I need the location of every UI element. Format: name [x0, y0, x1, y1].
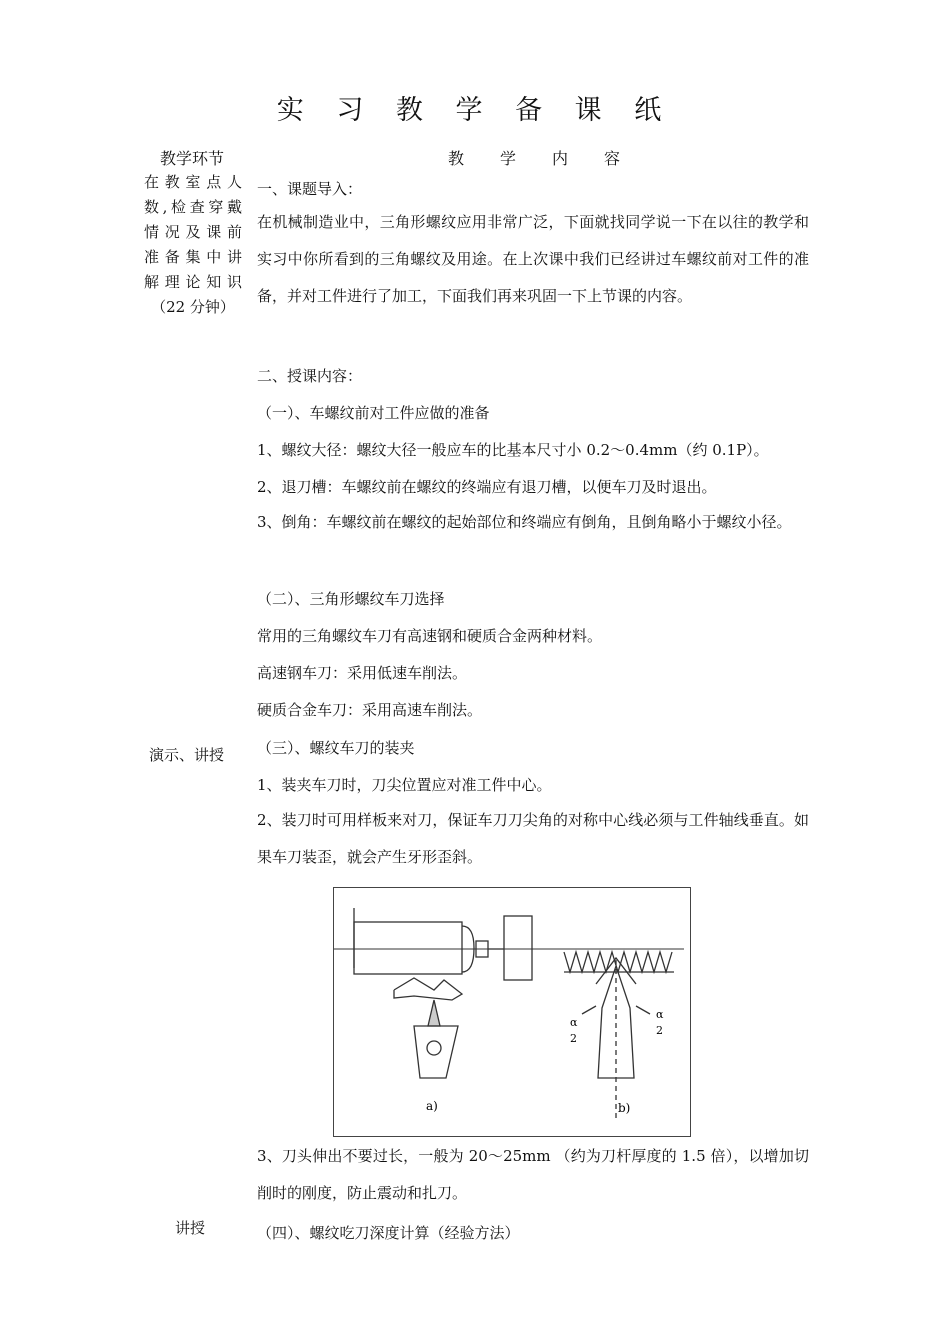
side-note-line: 数,检查穿戴	[144, 198, 242, 216]
section-1-paragraph: 在机械制造业中，三角形螺纹应用非常广泛，下面就找同学说一下在以往的教学和实习中你所看到的三角螺纹及用途。在上次课中我们已经讲过车螺纹前对工件的准备，并对工件进行了加工，下面我们再来巩固一下上节课的内容。	[257, 213, 809, 305]
tool-tip-a	[428, 1000, 440, 1026]
material-line: 常用的三角螺纹车刀有高速钢和硬质合金两种材料。	[257, 627, 603, 645]
tool-holder-a	[414, 1026, 458, 1078]
header-teaching-content: 教 学 内 容	[448, 149, 631, 168]
subsection-2-heading: （二）、三角形螺纹车刀选择	[257, 590, 445, 608]
alpha-left: α	[570, 1016, 578, 1029]
thread-profile	[564, 952, 672, 972]
side-note-block	[144, 170, 242, 320]
item-2: 2、退刀槽：车螺纹前在螺纹的终端应有退刀槽，以便车刀及时退出。	[257, 478, 717, 496]
section-1-heading: 一、课题导入：	[257, 180, 363, 198]
item-1: 1、螺纹大径：螺纹大径一般应车的比基本尺寸小 0.2～0.4mm（约 0.1P）。	[257, 441, 769, 459]
section-2-heading: 二、授课内容：	[257, 367, 363, 385]
figure-label-a: a)	[426, 1099, 438, 1113]
clamp-item-3: 3、刀头伸出不要过长，一般为 20～25mm （约为刀杆厚度的 1.5 倍），以增加切削时的刚度，防止震动和扎刀。	[257, 1147, 809, 1202]
subsection-1-heading: （一）、车螺纹前对工件应做的准备	[257, 404, 490, 422]
subsection-4-heading: （四）、螺纹吃刀深度计算（经验方法）	[257, 1224, 520, 1242]
carbide-tool-line: 硬质合金车刀：采用高速车削法。	[257, 701, 483, 719]
tool-setting-diagram	[334, 888, 690, 1136]
side-note-lecture: 讲授	[175, 1219, 206, 1237]
side-note-line: （22 分钟）	[151, 298, 235, 316]
tool-setting-figure	[333, 887, 691, 1137]
side-note-line: 在教室点人	[144, 173, 242, 191]
hss-tool-line: 高速钢车刀：采用低速车削法。	[257, 664, 468, 682]
tailstock-block	[504, 916, 532, 980]
clamp-item-1: 1、装夹车刀时，刀尖位置应对准工件中心。	[257, 776, 552, 794]
two-left: 2	[570, 1032, 577, 1045]
two-right: 2	[656, 1024, 663, 1037]
thread-gauge	[394, 978, 462, 1000]
workpiece-body	[354, 922, 462, 974]
side-note-line: 情况及课前	[144, 223, 242, 241]
alpha-right: α	[656, 1008, 664, 1021]
angle-arrow-left	[582, 1006, 596, 1014]
page-title: 实 习 教 学 备 课 纸	[276, 95, 674, 126]
figure-label-b: b)	[618, 1101, 631, 1115]
side-note-line: 准备集中讲	[144, 248, 242, 266]
subsection-3-heading: （三）、螺纹车刀的装夹	[257, 739, 415, 757]
angle-arrow-right	[636, 1006, 650, 1014]
header-teaching-stage: 教学环节	[160, 149, 225, 168]
tool-bolt	[427, 1041, 441, 1055]
side-note-demo: 演示、讲授	[149, 746, 225, 764]
item-3: 3、倒角：车螺纹前在螺纹的起始部位和终端应有倒角，且倒角略小于螺纹小径。	[257, 513, 792, 531]
clamp-item-2: 2、装刀时可用样板来对刀，保证车刀刀尖角的对称中心线必须与工件轴线垂直。如果车刀装歪，就会产生牙形歪斜。	[257, 811, 809, 866]
side-note-line: 解理论知识	[144, 273, 242, 291]
